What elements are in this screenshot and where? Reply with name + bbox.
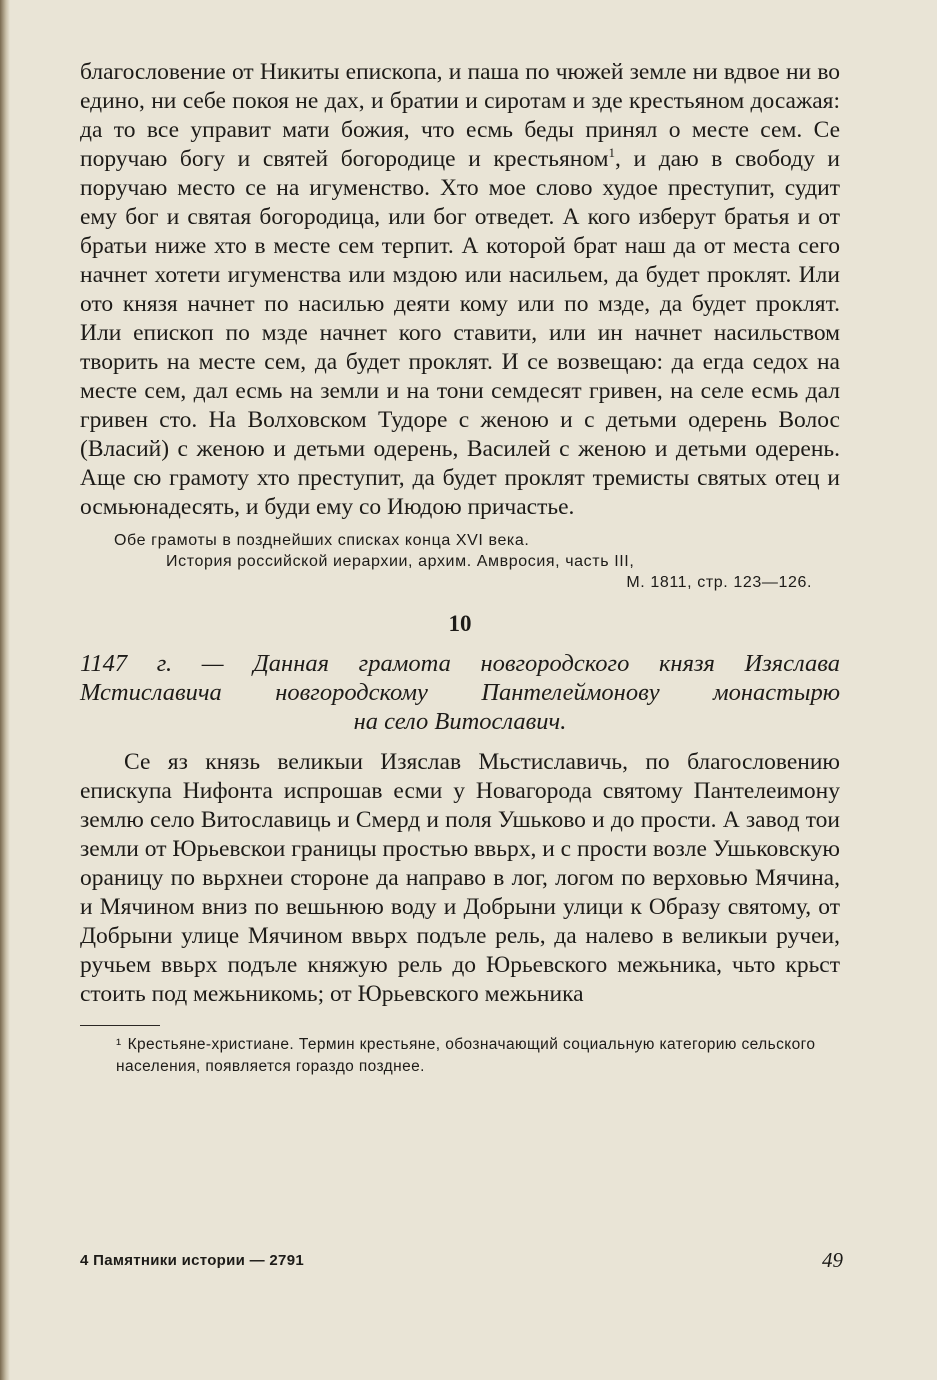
heading-line1: 1147 г. — Данная грамота новгородского князя Изяслава — [80, 650, 840, 677]
source-note — [80, 530, 840, 593]
page-content — [80, 58, 840, 1078]
footnote-mark: ¹ — [116, 1036, 122, 1053]
source-note-line3: М. 1811, стр. 123—126. — [626, 574, 812, 591]
signature-mark: 4 Памятники истории — 2791 — [80, 1252, 304, 1269]
source-note-line2: История российской иерархии, архим. Амвросия, часть III, — [166, 553, 635, 570]
document-heading — [80, 649, 840, 736]
charter-text-part2: , и даю в свободу и поручаю место се на игуменство. Хто мое слово худое преступит, судит ему бог и святая богородица, или бог отведет. А кого изберут братья и от братьи ниже хто в месте сем терпит. А которой брат наш да от места сего начнет хотети игуменства или мздою или насильем, да будет проклят. Или ото князя начнет по насилью деяти кому или по мзде, да будет проклят. Или епископ по мзде начнет кого ставити, или ин начнет насильством творить на месте сем, да будет проклят. И се возвещаю: да егда седох на месте сем, дал есмь на земли и на тони семдесят гривен, на селе есмь дал гривен сто. На Волховском Тудоре с женою и с детьми одерень Волос (Власий) с женою и детьми одерень, Василей с женою и детьми одерень. Аще сю грамоту хто преступит, да будет проклят тремисты святых отец и осмьюнадесять, и буди ему со Июдою причастье. — [80, 146, 840, 520]
footnote — [80, 1034, 840, 1078]
footnote-reference: 1 — [608, 145, 616, 161]
document-number: 10 — [448, 611, 472, 636]
footnote-divider — [80, 1025, 160, 1026]
heading-line2: Мстиславича новгородскому Пантелеймонову монастырю — [80, 679, 840, 706]
charter-text-part1: благословение от Никиты епископа, и паша по чюжей земле ни вдвое ни во едино, ни себе покоя не дах, и братии и сиротам и зде крестьяном досажая: да то все управит мати божия, что есмь беды принял о месте сем. Се поручаю богу и святей богородице и крестьяном — [80, 59, 840, 172]
heading-line3: на село Витославич. — [353, 708, 567, 735]
source-note-line1: Обе грамоты в позднейших списках конца XVI века. — [114, 532, 530, 549]
footnote-text: Крестьяне-христиане. Термин крестьяне, обозначающий социальную категорию сельского населения, появляется гораздо позднее. — [116, 1036, 816, 1075]
charter-text-continuation — [80, 58, 840, 522]
charter-text: Се яз князь великыи Изяслав Мьстиславичь, по благословению епискупа Нифонта испрошав есми у Новагорода святому Пантелеимону землю село Витославиць и Смерд и поля Ушьково и до прости. А завод тои земли от Юрьевскои границы простью ввьрх, и с прости возле Ушьковскую ораницу по вьрхнеи стороне да направо в лог, логом по верховью Мячина, и Мячином вниз по вешьнюю воду и Добрыни улици к Образу святому, от Добрыни улице Мячином ввьрх подъле рель, да налево в великыи ручеи, ручьем ввьрх подъле княжую рель до Юрьевского межьника, чьто крьст стоить под межьникомь; от Юрьевского межьника — [80, 749, 840, 1007]
page-number: 49 — [822, 1248, 843, 1272]
page-footer — [80, 1248, 843, 1276]
page-edge-shadow — [0, 0, 10, 1380]
